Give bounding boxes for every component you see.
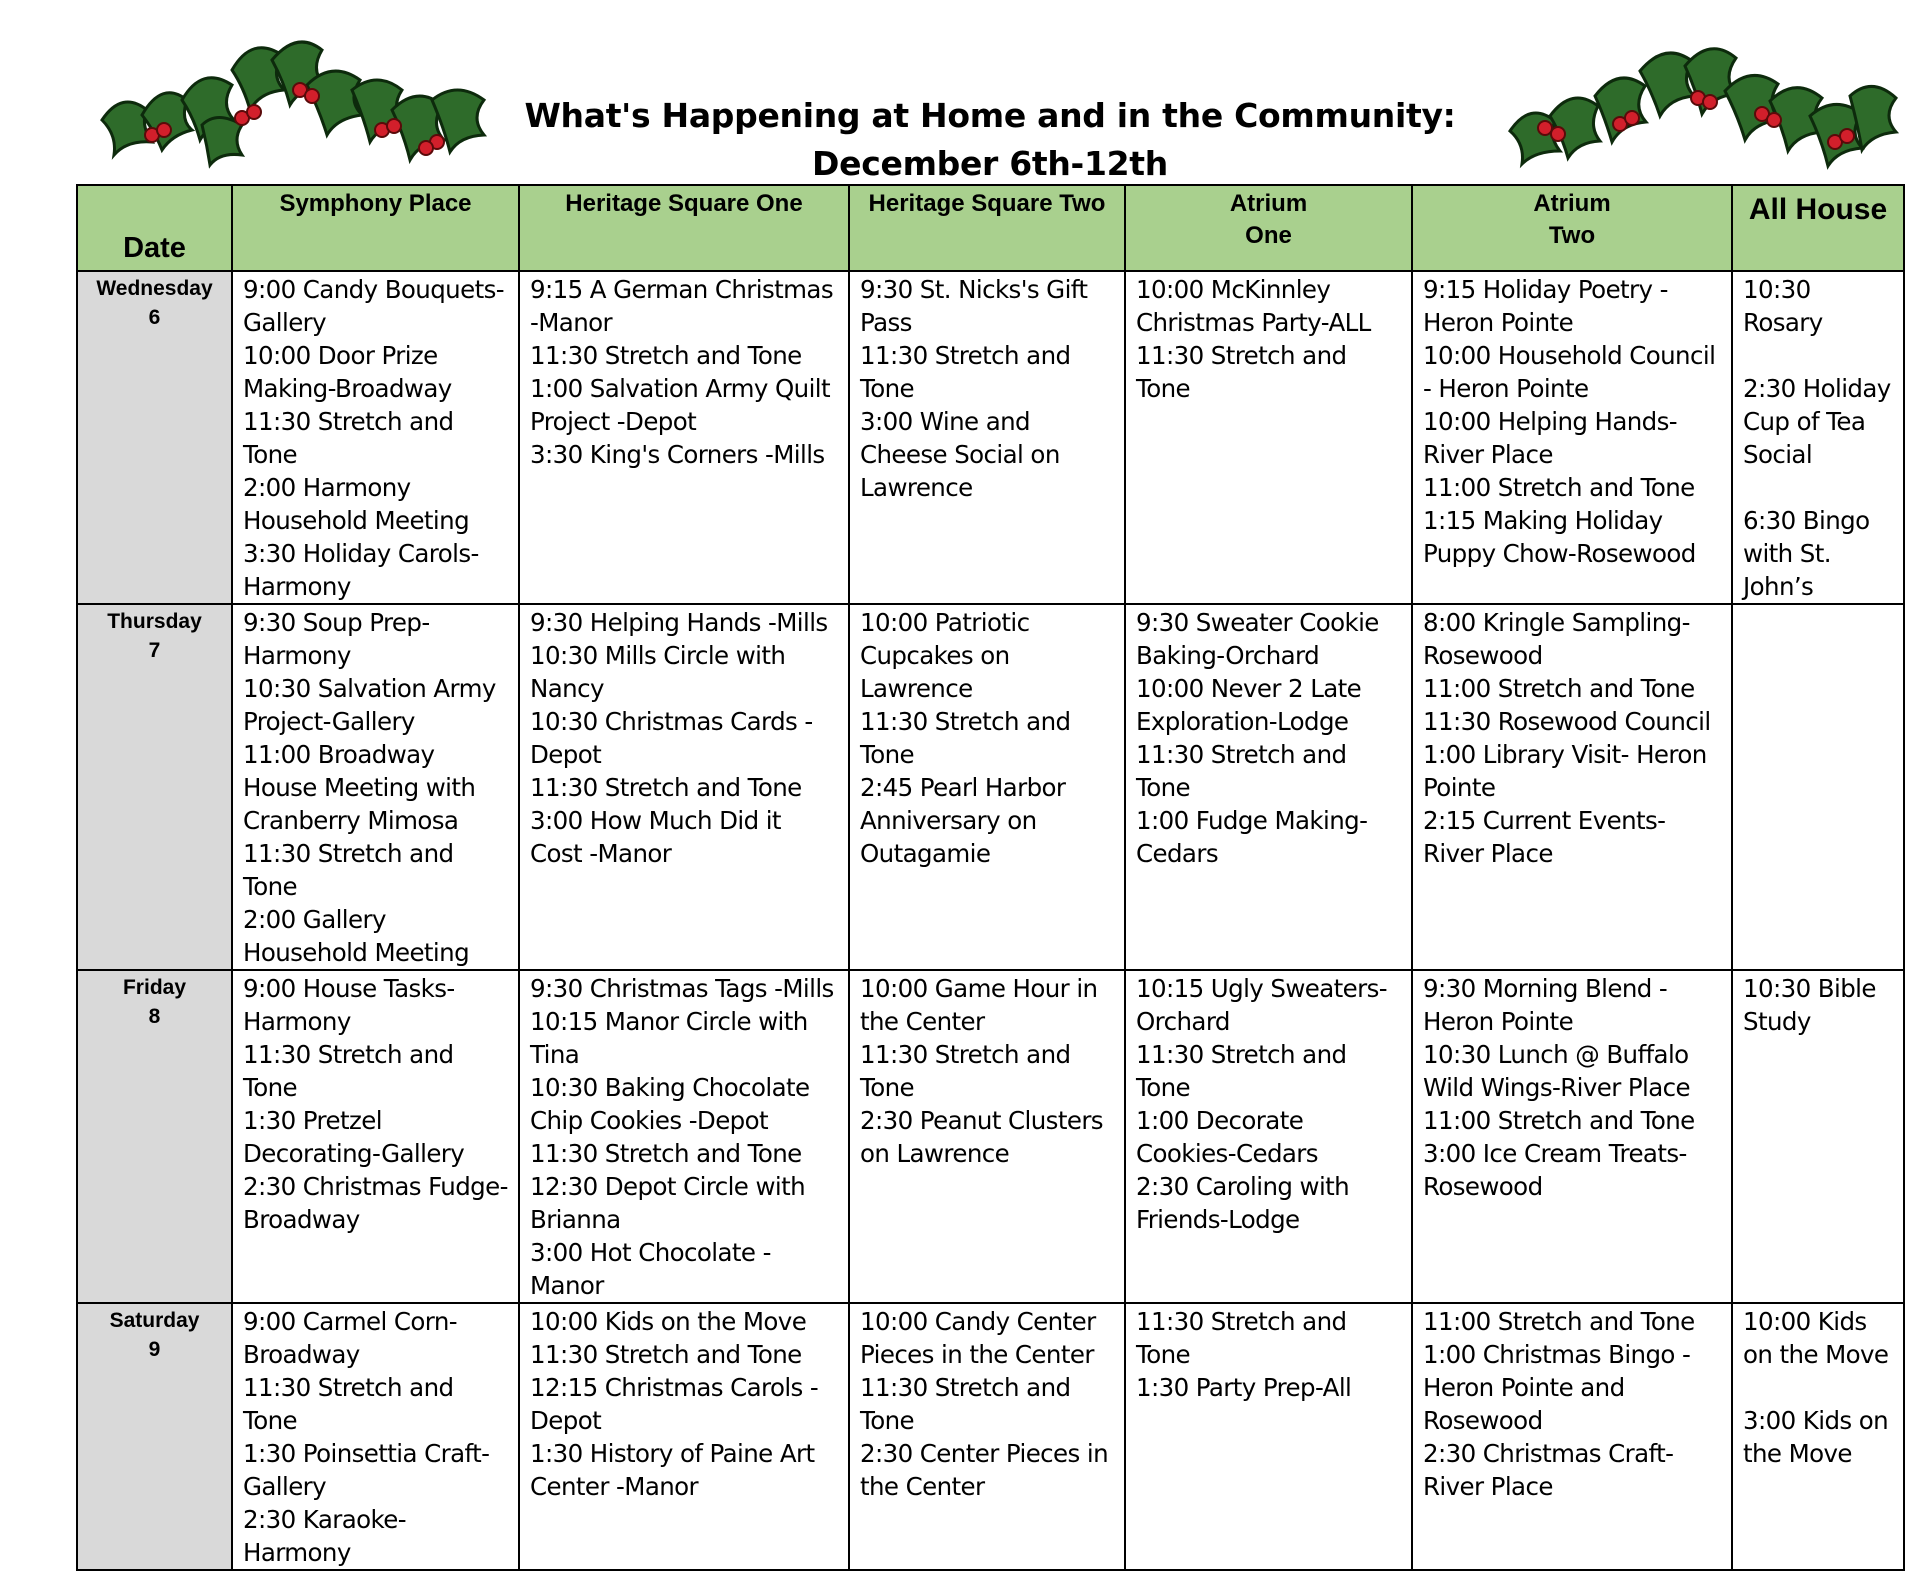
event-cell: 10:00 McKinnley Christmas Party-ALL 11:30 Stretch and Tone bbox=[1125, 271, 1412, 604]
event-cell: 10:00 Game Hour in the Center 11:30 Stretch and Tone 2:30 Peanut Clusters on Lawrence bbox=[849, 970, 1125, 1303]
date-cell: Saturday 9 bbox=[77, 1303, 232, 1570]
event-cell: 10:00 Kids on the Move 3:00 Kids on the Move bbox=[1732, 1303, 1904, 1570]
event-cell bbox=[1732, 604, 1904, 970]
event-cell: 8:00 Kringle Sampling-Rosewood 11:00 Stretch and Tone 11:30 Rosewood Council 1:00 Library Visit- Heron Pointe 2:15 Current Events-River Place bbox=[1412, 604, 1732, 970]
date-cell: Friday 8 bbox=[77, 970, 232, 1303]
event-cell: 9:15 A German Christmas -Manor 11:30 Stretch and Tone 1:00 Salvation Army Quilt Project -Depot 3:30 King's Corners -Mills bbox=[519, 271, 849, 604]
event-cell: 10:00 Candy Center Pieces in the Center 11:30 Stretch and Tone 2:30 Center Pieces in the Center bbox=[849, 1303, 1125, 1570]
event-cell: 9:30 Christmas Tags -Mills 10:15 Manor Circle with Tina 10:30 Baking Chocolate Chip Cookies -Depot 11:30 Stretch and Tone 12:30 Depot Circle with Brianna 3:00 Hot Chocolate -Manor bbox=[519, 970, 849, 1303]
event-cell: 9:30 Helping Hands -Mills 10:30 Mills Circle with Nancy 10:30 Christmas Cards -Depot 11:30 Stretch and Tone 3:00 How Much Did it Cost -Manor bbox=[519, 604, 849, 970]
column-header-heritage-square-two: Heritage Square Two bbox=[849, 185, 1125, 271]
event-cell: 10:30 Rosary 2:30 Holiday Cup of Tea Social 6:30 Bingo with St. John’s bbox=[1732, 271, 1904, 604]
page-title bbox=[0, 92, 1920, 188]
header-row bbox=[77, 185, 1904, 271]
date-cell: Wednesday 6 bbox=[77, 271, 232, 604]
event-cell: 9:30 Soup Prep-Harmony 10:30 Salvation Army Project-Gallery 11:00 Broadway House Meeting with Cranberry Mimosa 11:30 Stretch and Tone 2:00 Gallery Household Meeting bbox=[232, 604, 519, 970]
column-header-symphony-place: Symphony Place bbox=[232, 185, 519, 271]
table-row bbox=[77, 1303, 1904, 1570]
event-cell: 9:30 Sweater Cookie Baking-Orchard 10:00 Never 2 Late Exploration-Lodge 11:30 Stretch and Tone 1:00 Fudge Making-Cedars bbox=[1125, 604, 1412, 970]
event-cell: 9:00 Candy Bouquets-Gallery 10:00 Door Prize Making-Broadway 11:30 Stretch and Tone 2:00 Harmony Household Meeting 3:30 Holiday Carols-Harmony bbox=[232, 271, 519, 604]
event-cell: 10:00 Patriotic Cupcakes on Lawrence 11:30 Stretch and Tone 2:45 Pearl Harbor Anniversary on Outagamie bbox=[849, 604, 1125, 970]
column-header-atrium-two: Atrium Two bbox=[1412, 185, 1732, 271]
schedule-table bbox=[76, 184, 1905, 1571]
table-row bbox=[77, 604, 1904, 970]
event-cell: 10:15 Ugly Sweaters-Orchard 11:30 Stretch and Tone 1:00 Decorate Cookies-Cedars 2:30 Caroling with Friends-Lodge bbox=[1125, 970, 1412, 1303]
date-cell: Thursday 7 bbox=[77, 604, 232, 970]
title-line-1: What's Happening at Home and in the Community: bbox=[524, 96, 1456, 135]
event-cell: 10:30 Bible Study bbox=[1732, 970, 1904, 1303]
column-header-heritage-square-one: Heritage Square One bbox=[519, 185, 849, 271]
table-row bbox=[77, 271, 1904, 604]
title-line-2: December 6th-12th bbox=[812, 144, 1168, 183]
event-cell: 9:30 Morning Blend - Heron Pointe 10:30 Lunch @ Buffalo Wild Wings-River Place 11:00 Stretch and Tone 3:00 Ice Cream Treats-Rosewood bbox=[1412, 970, 1732, 1303]
event-cell: 10:00 Kids on the Move 11:30 Stretch and Tone 12:15 Christmas Carols -Depot 1:30 History of Paine Art Center -Manor bbox=[519, 1303, 849, 1570]
table-row bbox=[77, 970, 1904, 1303]
column-header-date: Date bbox=[77, 185, 232, 271]
event-cell: 9:00 Carmel Corn-Broadway 11:30 Stretch and Tone 1:30 Poinsettia Craft-Gallery 2:30 Karaoke-Harmony bbox=[232, 1303, 519, 1570]
event-cell: 11:00 Stretch and Tone 1:00 Christmas Bingo - Heron Pointe and Rosewood 2:30 Christmas Craft-River Place bbox=[1412, 1303, 1732, 1570]
event-cell: 9:15 Holiday Poetry - Heron Pointe 10:00 Household Council - Heron Pointe 10:00 Helping Hands-River Place 11:00 Stretch and Tone 1:15 Making Holiday Puppy Chow-Rosewood bbox=[1412, 271, 1732, 604]
event-cell: 9:00 House Tasks-Harmony 11:30 Stretch and Tone 1:30 Pretzel Decorating-Gallery 2:30 Christmas Fudge-Broadway bbox=[232, 970, 519, 1303]
event-cell: 9:30 St. Nicks's Gift Pass 11:30 Stretch and Tone 3:00 Wine and Cheese Social on Lawrence bbox=[849, 271, 1125, 604]
column-header-atrium-one: Atrium One bbox=[1125, 185, 1412, 271]
column-header-all-house: All House bbox=[1732, 185, 1904, 271]
event-cell: 11:30 Stretch and Tone 1:30 Party Prep-All bbox=[1125, 1303, 1412, 1570]
